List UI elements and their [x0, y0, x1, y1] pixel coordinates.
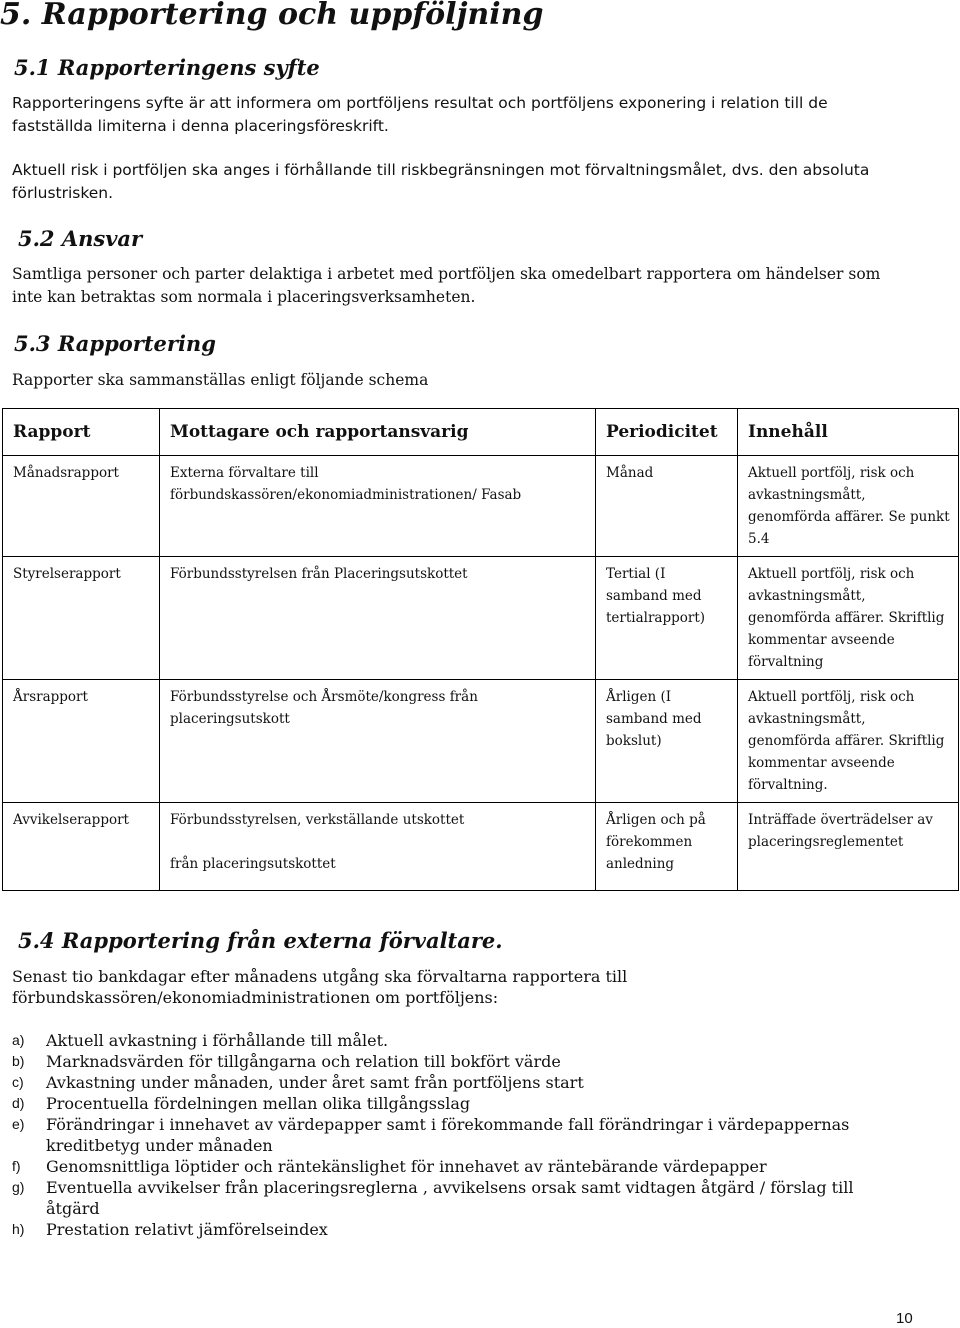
list-text: Prestation relativt jämförelseindex — [46, 1220, 328, 1239]
cell-period: Månad — [596, 456, 738, 557]
page-number: 10 — [896, 1310, 913, 1327]
list-item — [12, 1156, 896, 1177]
cell-mottagare: Externa förvaltare till förbundskassören/ekonomiadministrationen/ Fasab — [160, 456, 596, 557]
header-periodicitet: Periodicitet — [596, 409, 738, 456]
list-marker: e) — [12, 1116, 25, 1132]
cell-innehall: Aktuell portfölj, risk och avkastningsmått, genomförda affärer. Se punkt 5.4 — [738, 456, 959, 557]
list-item — [12, 1030, 896, 1051]
cell-rapport: Styrelserapport — [3, 557, 160, 680]
table-row — [3, 557, 959, 680]
list-text: Aktuell avkastning i förhållande till målet. — [46, 1031, 389, 1050]
paragraph-risk: Aktuell risk i portföljen ska anges i förhållande till riskbegränsningen mot förvaltningsmålet, dvs. den absoluta förlustrisken. — [12, 161, 870, 202]
header-innehall: Innehåll — [738, 409, 959, 456]
list-item — [12, 1072, 896, 1093]
header-rapport: Rapport — [3, 409, 160, 456]
list-text: Marknadsvärden för tillgångarna och relation till bokfört värde — [46, 1052, 561, 1071]
list-item — [12, 1051, 896, 1072]
cell-mottagare-line1: Förbundsstyrelsen, verkställande utskottet — [170, 812, 465, 828]
list-marker: b) — [12, 1053, 25, 1069]
table-row — [3, 803, 959, 891]
table-row — [3, 456, 959, 557]
cell-period: Tertial (I samband med tertialrapport) — [596, 557, 738, 680]
cell-mottagare-line2: från placeringsutskottet — [170, 856, 336, 872]
cell-rapport: Månadsrapport — [3, 456, 160, 557]
list-item — [12, 1219, 896, 1240]
table-header-row — [3, 409, 959, 456]
cell-period: Årligen (I samband med bokslut) — [596, 680, 738, 803]
table-row — [3, 680, 959, 803]
report-schedule-table — [2, 408, 959, 891]
cell-rapport: Avvikelserapport — [3, 803, 160, 891]
list-marker: d) — [12, 1095, 25, 1111]
header-mottagare: Mottagare och rapportansvarig — [160, 409, 596, 456]
page-title: 5. Rapportering och uppföljning — [0, 0, 544, 32]
list-marker: h) — [12, 1221, 25, 1237]
paragraph-schema: Rapporter ska sammanställas enligt följande schema — [12, 371, 429, 389]
cell-mottagare: Förbundsstyrelse och Årsmöte/kongress från placeringsutskott — [160, 680, 596, 803]
list-item — [12, 1114, 896, 1156]
list-item — [12, 1177, 896, 1219]
paragraph-ansvar: Samtliga personer och parter delaktiga i arbetet med portföljen ska omedelbart rapportera om händelser som inte kan betraktas som normala i placeringsverksamheten. — [12, 265, 881, 306]
cell-rapport: Årsrapport — [3, 680, 160, 803]
list-text: Förändringar i innehavet av värdepapper samt i förekommande fall förändringar i värdepappernas kreditbetyg under månaden — [46, 1115, 850, 1155]
cell-innehall: Aktuell portfölj, risk och avkastningsmått, genomförda affärer. Skriftlig kommentar avseende förvaltning — [738, 557, 959, 680]
paragraph-syfte: Rapporteringens syfte är att informera om portföljens resultat och portföljens exponering i relation till de fastställda limiterna i denna placeringsföreskrift. — [12, 94, 828, 135]
section-heading-5-1: 5.1 Rapporteringens syfte — [14, 55, 320, 80]
section-heading-5-4: 5.4 Rapportering från externa förvaltare. — [18, 928, 503, 953]
list-marker: c) — [12, 1074, 24, 1090]
cell-mottagare — [160, 803, 596, 891]
section-heading-5-3: 5.3 Rapportering — [14, 331, 216, 356]
list-item — [12, 1093, 896, 1114]
report-items-list — [12, 1030, 896, 1240]
cell-mottagare: Förbundsstyrelsen från Placeringsutskottet — [160, 557, 596, 680]
paragraph-senast: Senast tio bankdagar efter månadens utgång ska förvaltarna rapportera till förbundskassören/ekonomiadministrationen om portföljens: — [12, 967, 628, 1007]
cell-innehall: Inträffade överträdelser av placeringsreglementet — [738, 803, 959, 891]
list-text: Avkastning under månaden, under året samt från portföljens start — [46, 1073, 584, 1092]
list-marker: g) — [12, 1179, 25, 1195]
list-text: Genomsnittliga löptider och räntekänslighet för innehavet av räntebärande värdepapper — [46, 1157, 767, 1176]
list-text: Eventuella avvikelser från placeringsreglerna , avvikelsens orsak samt vidtagen åtgärd / förslag till åtgärd — [46, 1178, 854, 1218]
section-heading-5-2: 5.2 Ansvar — [18, 226, 143, 251]
cell-innehall: Aktuell portfölj, risk och avkastningsmått, genomförda affärer. Skriftlig kommentar avseende förvaltning. — [738, 680, 959, 803]
list-marker: f) — [12, 1158, 21, 1174]
list-marker: a) — [12, 1032, 25, 1048]
cell-period: Årligen och på förekommen anledning — [596, 803, 738, 891]
list-text: Procentuella fördelningen mellan olika tillgångsslag — [46, 1094, 471, 1113]
